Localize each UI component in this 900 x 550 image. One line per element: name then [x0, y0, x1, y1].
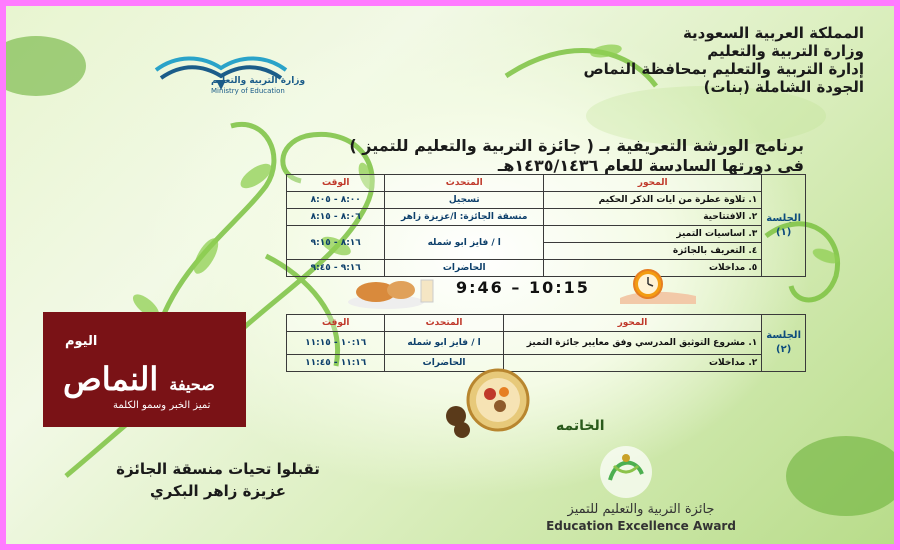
table-row — [287, 209, 806, 226]
session-1-label: الجلسة (١) — [762, 175, 806, 277]
session-2-speaker-2: الحاضرات — [385, 355, 503, 372]
header-line-3: إدارة التربية والتعليم بمحافظة النماص — [583, 60, 864, 78]
session-1-speaker-2: منسقة الجائزة: ا/عزيزة زاهر — [385, 209, 544, 226]
header-line-1: المملكة العربية السعودية — [682, 24, 864, 42]
newspaper-logo-name — [63, 360, 215, 398]
session-2-axis-1: ١. مشروع التوثيق المدرسي وفق معايير جائزة التميز — [503, 332, 762, 355]
poster — [6, 6, 894, 544]
award-arabic: جائزة التربية والتعليم للتميز — [567, 502, 715, 517]
table-row — [287, 226, 806, 243]
award-english: Education Excellence Award — [546, 519, 736, 533]
break-time: 9:46 – 10:15 — [456, 278, 590, 297]
session-1-axis-3: ٣. اساسيات التميز — [544, 226, 762, 243]
closing-label: الخاتمه — [556, 418, 605, 434]
orange-clock-icon — [618, 268, 698, 306]
session-1-header-time: الوقت — [287, 175, 385, 192]
session-1-header-axis: المحور — [544, 175, 762, 192]
dessert-plate-icon — [438, 368, 548, 440]
session-2-table — [286, 314, 806, 372]
table-row — [287, 192, 806, 209]
session-1-time-5: ٩:١٦ - ٩:٤٥ — [287, 260, 385, 277]
header — [583, 24, 864, 96]
table-row — [287, 332, 806, 355]
award-emblem-icon — [596, 444, 656, 502]
session-1-axis-2: ٢. الافتتاحية — [544, 209, 762, 226]
breakfast-food-icon — [346, 272, 441, 310]
session-1-speaker-5: الحاضرات — [385, 260, 544, 277]
signoff-line-2: عزيزة زاهر البكري — [149, 482, 287, 500]
signoff-line-1: تقبلوا تحيات منسقة الجائزة — [116, 460, 320, 478]
session-1-speaker-1: تسجيل — [385, 192, 544, 209]
session-1-axis-5: ٥. مداخلات — [544, 260, 762, 277]
program-subtitle: في دورتها السادسة للعام ١٤٣٥/١٤٣٦هـ — [497, 156, 804, 175]
session-1-time-3: ٨:١٦ - ٩:١٥ — [287, 226, 385, 260]
session-1-axis-1: ١. تلاوة عطرة من ايات الذكر الحكيم — [544, 192, 762, 209]
session-1-speaker-3: ا / فايز ابو شمله — [385, 226, 544, 260]
newspaper-logo-prefix: صحيفة — [169, 375, 215, 394]
session-1-table — [286, 174, 806, 277]
program-title: برنامج الورشة التعريفية بـ ( جائزة التربية والتعليم للتميز ) — [349, 136, 804, 155]
session-2-time-1: ١٠:١٦ - ١١:١٥ — [287, 332, 385, 355]
newspaper-logo-slogan: تميز الخبر وسمو الكلمة — [113, 400, 211, 411]
session-2-label: الجلسة (٢) — [762, 315, 806, 372]
header-line-4: الجودة الشاملة (بنات) — [703, 78, 864, 96]
session-2-time-2: ١١:١٦ - ١١:٤٥ — [287, 355, 385, 372]
session-2-axis-2: ٢. مداخلات — [503, 355, 762, 372]
session-1-header-speaker: المتحدث — [385, 175, 544, 192]
session-1-time-2: ٨:٠٦ - ٨:١٥ — [287, 209, 385, 226]
newspaper-logo-big: النماص — [63, 360, 159, 398]
ministry-logo-arabic: وزارة التربية والتعليم — [211, 76, 306, 86]
newspaper-logo — [43, 312, 246, 427]
session-2-header-speaker: المتحدث — [385, 315, 503, 332]
header-line-2: وزارة التربية والتعليم — [707, 42, 864, 60]
signoff — [88, 458, 348, 502]
ministry-logo-english: Ministry of Education — [211, 87, 285, 95]
session-1-time-1: ٨:٠٠ - ٨:٠٥ — [287, 192, 385, 209]
newspaper-logo-small: اليوم — [65, 334, 98, 349]
session-2-speaker-1: ا / فايز ابو شمله — [385, 332, 503, 355]
session-1-axis-4: ٤. التعريف بالجائزة — [544, 243, 762, 260]
session-2-header-time: الوقت — [287, 315, 385, 332]
session-2-header-axis: المحور — [503, 315, 762, 332]
